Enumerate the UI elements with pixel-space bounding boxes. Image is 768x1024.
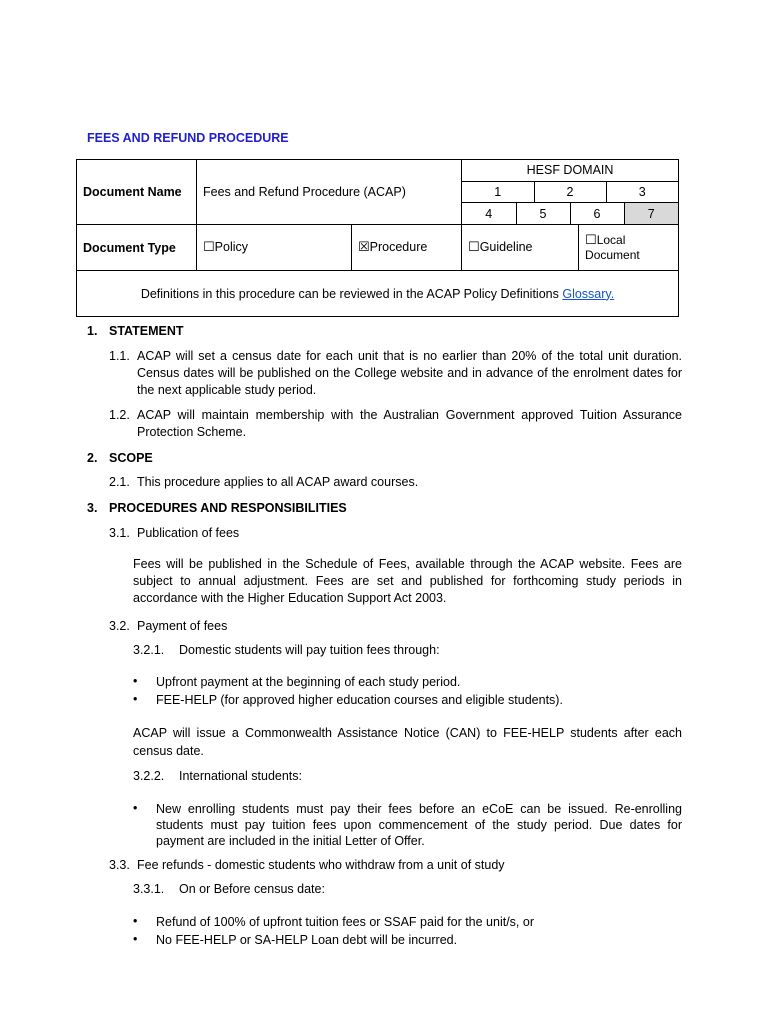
glossary-link[interactable]: Glossary. [562,286,615,301]
bullet-icon: • [133,801,138,815]
type-label: Procedure [369,240,428,254]
hesf-cell: 2 [534,181,606,202]
document-name-label: Document Name [77,160,197,225]
type-local-document[interactable] [579,225,679,271]
list-item: Upfront payment at the beginning of each study period. [156,675,461,689]
item-number: 1.2. [109,408,130,422]
document-name-value: Fees and Refund Procedure (ACAP) [197,160,462,225]
subsection-title: Payment of fees [137,619,228,633]
hesf-cell: 1 [462,181,534,202]
type-label: Guideline [479,240,533,254]
paragraph: This procedure applies to all ACAP award courses. [137,475,419,489]
paragraph: ACAP will maintain membership with the Australian Government approved Tuition Assurance Protection Scheme. [137,408,682,439]
document-type-label: Document Type [77,225,197,271]
item-number: 3.2.1. [133,643,165,657]
subsection-title: Domestic students will pay tuition fees through: [179,643,440,657]
paragraph: Fees will be published in the Schedule of Fees, available through the ACAP website. Fees are subject to annual adjustment. Fees are set and published for forthcoming study periods in accordance with the Higher Education Support Act 2003. [133,557,682,605]
hesf-cell: 4 [462,203,516,224]
paragraph: ACAP will issue a Commonwealth Assistance Notice (CAN) to FEE-HELP students after each census date. [133,726,682,758]
bullet-icon: • [133,674,138,688]
definitions-row [77,271,679,317]
bullet-icon: • [133,914,138,928]
checkbox-icon: ☐ [203,240,215,255]
hesf-cell: 3 [606,181,678,202]
list-item: FEE-HELP (for approved higher education courses and eligible students). [156,693,563,707]
item-number: 2.1. [109,475,130,489]
item-number: 3.2.2. [133,769,165,783]
hesf-cell-selected: 7 [624,203,678,224]
hesf-domain-label: HESF DOMAIN [462,160,678,181]
subsection-title: Publication of fees [137,526,240,540]
item-number: 3.2. [109,619,130,633]
type-label: Policy [214,240,248,254]
section-heading: 3. PROCEDURES AND RESPONSIBILITIES [87,501,347,515]
list-item: Refund of 100% of upfront tuition fees or SSAF paid for the unit/s, or [156,915,534,929]
paragraph: ACAP will set a census date for each unit that is no earlier than 20% of the total unit duration. Census dates will be published on the College website and in advance of the enrolment dates for the next applicable study period. [137,349,682,397]
subsection-title: International students: [179,769,302,783]
subsection-title: On or Before census date: [179,882,325,896]
checkbox-icon: ☐ [585,233,597,248]
type-label: Local Document [585,233,640,262]
item-number: 3.1. [109,526,130,540]
checked-box-icon: ☒ [358,240,370,255]
list-item: No FEE-HELP or SA-HELP Loan debt will be incurred. [156,933,458,947]
hesf-cell: 6 [570,203,624,224]
page-title: FEES AND REFUND PROCEDURE [87,131,289,145]
type-policy[interactable] [197,225,352,271]
hesf-cell: 5 [516,203,570,224]
checkbox-icon: ☐ [468,240,480,255]
section-heading: 1. STATEMENT [87,324,184,338]
item-number: 1.1. [109,349,130,363]
hesf-domain-table [462,160,678,224]
definitions-text: Definitions in this procedure can be reviewed in the ACAP Policy Definitions [140,286,563,301]
document-meta-table [76,159,679,317]
type-procedure[interactable] [352,225,462,271]
subsection-title: Fee refunds - domestic students who withdraw from a unit of study [137,858,505,872]
list-item: New enrolling students must pay their fees before an eCoE can be issued. Re-enrolling students must pay tuition fees upon commencement of the study period. Due dates for payment are included in the initial Letter of Offer. [156,802,682,848]
bullet-icon: • [133,692,138,706]
bullet-icon: • [133,932,138,946]
item-number: 3.3. [109,858,130,872]
item-number: 3.3.1. [133,882,165,896]
type-guideline[interactable] [462,225,579,271]
section-heading: 2. SCOPE [87,451,153,465]
